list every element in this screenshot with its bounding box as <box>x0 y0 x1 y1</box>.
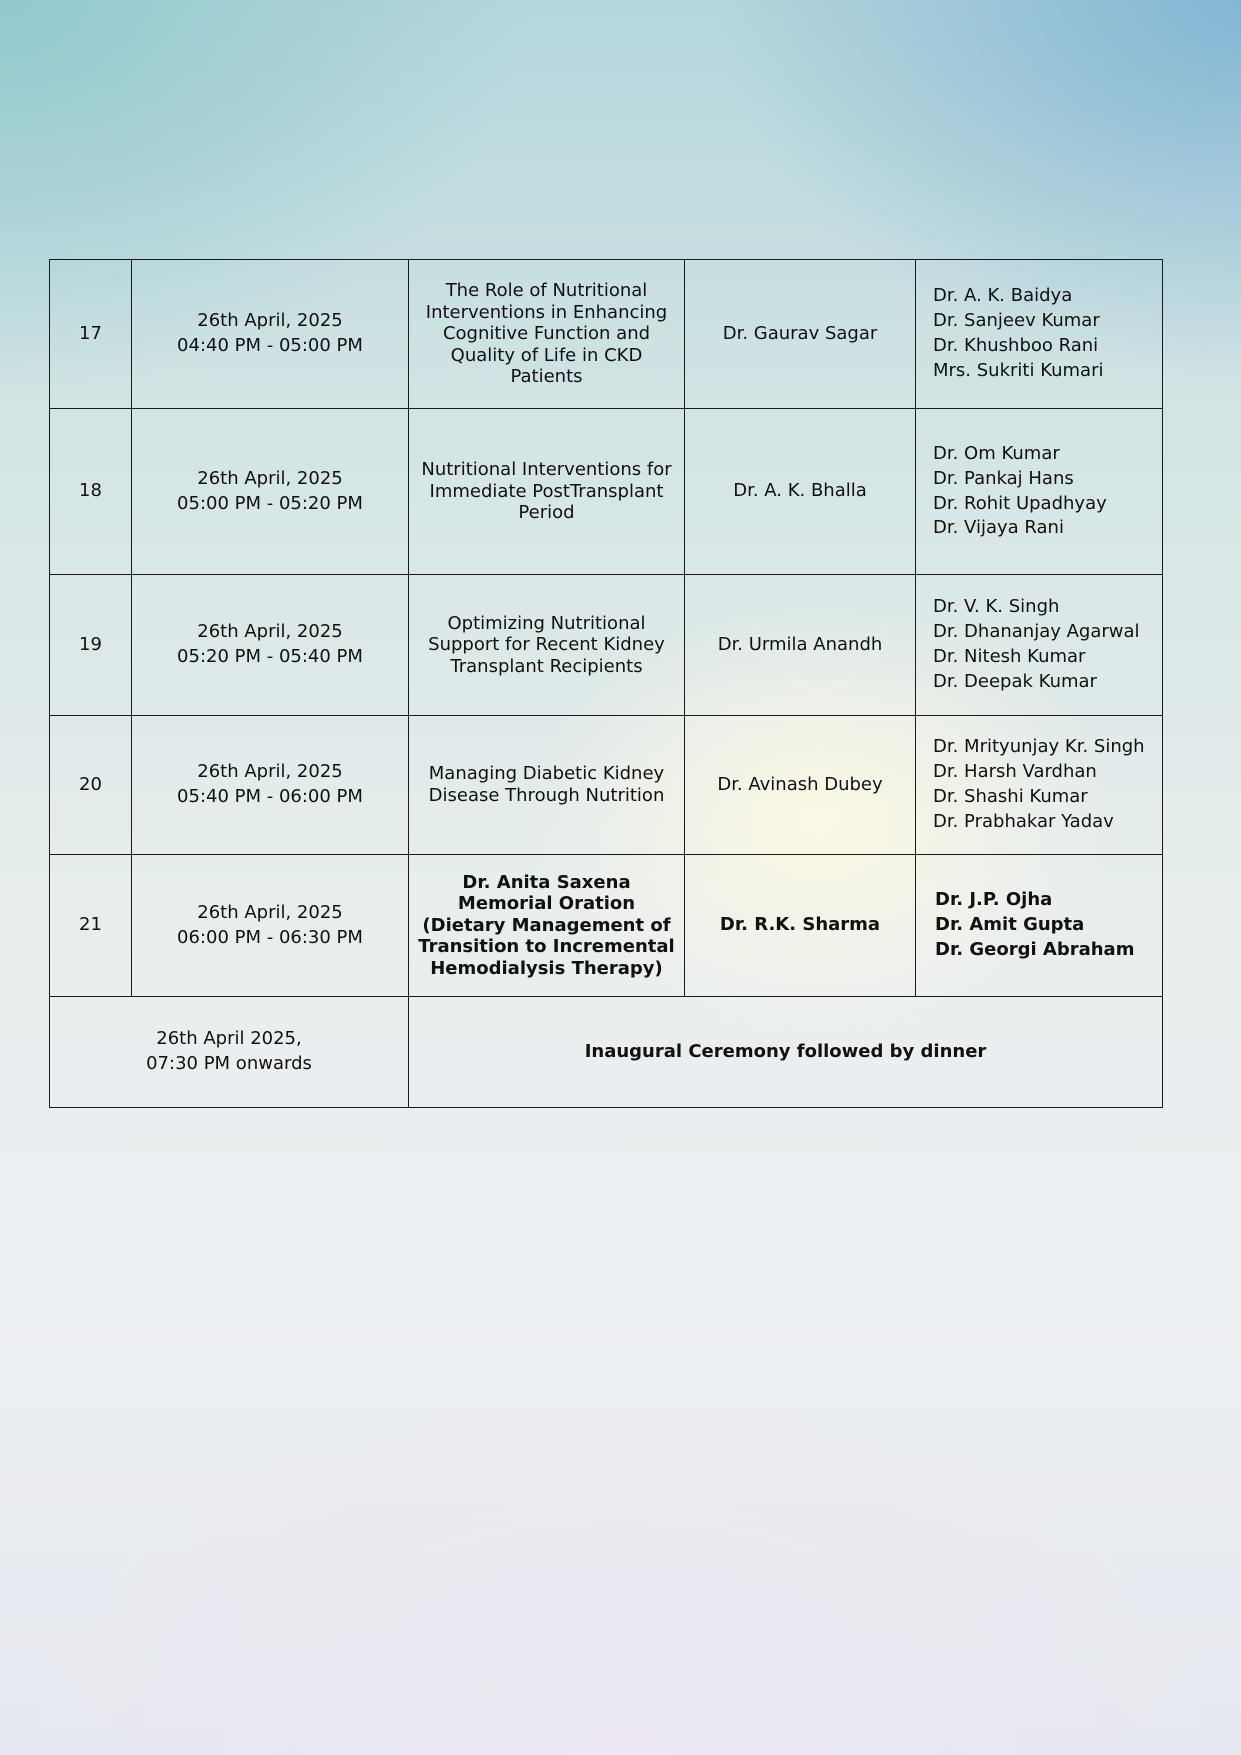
chairperson: Dr. Shashi Kumar <box>933 786 1088 807</box>
chairperson: Dr. Nitesh Kumar <box>933 646 1086 667</box>
session-time: 05:00 PM - 05:20 PM <box>177 492 363 514</box>
session-datetime <box>132 260 409 409</box>
session-row <box>50 575 1163 716</box>
session-topic: The Role of Nutritional Interventions in Enhancing Cognitive Function and Quality of Life in CKD Patients <box>409 260 685 409</box>
session-speaker: Dr. Avinash Dubey <box>685 716 916 855</box>
session-date: 26th April, 2025 <box>197 467 343 489</box>
session-datetime <box>132 409 409 575</box>
session-time: 04:40 PM - 05:00 PM <box>177 335 363 356</box>
session-number: 21 <box>50 855 132 997</box>
chairperson: Dr. Om Kumar <box>933 442 1060 464</box>
session-datetime <box>132 575 409 716</box>
chairperson: Dr. Mrityunjay Kr. Singh <box>933 736 1145 758</box>
session-time: 05:20 PM - 05:40 PM <box>177 646 363 667</box>
session-datetime <box>132 716 409 855</box>
session-speaker: Dr. A. K. Bhalla <box>685 409 916 575</box>
session-time: 06:00 PM - 06:30 PM <box>177 926 363 948</box>
session-speaker: Dr. Gaurav Sagar <box>685 260 916 409</box>
session-number: 18 <box>50 409 132 575</box>
session-row <box>50 855 1163 997</box>
session-time: 05:40 PM - 06:00 PM <box>177 786 363 807</box>
closing-datetime <box>50 997 409 1108</box>
session-number: 19 <box>50 575 132 716</box>
chairperson: Dr. J.P. Ojha <box>935 889 1053 911</box>
chairperson: Dr. Harsh Vardhan <box>933 761 1097 783</box>
session-date: 26th April, 2025 <box>197 901 343 923</box>
session-row <box>50 716 1163 855</box>
chairperson: Dr. Georgi Abraham <box>935 938 1135 960</box>
chairperson: Dr. Rohit Upadhyay <box>933 492 1107 514</box>
session-date: 26th April, 2025 <box>197 761 343 783</box>
session-topic: Optimizing Nutritional Support for Recent Kidney Transplant Recipients <box>409 575 685 716</box>
session-speaker: Dr. R.K. Sharma <box>685 855 916 997</box>
session-chairpersons <box>916 575 1163 716</box>
chairperson: Dr. Prabhakar Yadav <box>933 810 1114 832</box>
session-topic: Dr. Anita Saxena Memorial Oration (Dietary Management of Transition to Incremental Hemodialysis Therapy) <box>409 855 685 997</box>
session-topic: Managing Diabetic Kidney Disease Through Nutrition <box>409 716 685 855</box>
session-row <box>50 409 1163 575</box>
session-number: 20 <box>50 716 132 855</box>
chairperson: Dr. Vijaya Rani <box>933 517 1064 539</box>
chairperson: Dr. Khushboo Rani <box>933 335 1099 356</box>
session-topic: Nutritional Interventions for Immediate PostTransplant Period <box>409 409 685 575</box>
session-date: 26th April, 2025 <box>197 310 343 332</box>
session-date: 26th April, 2025 <box>197 621 343 643</box>
session-datetime <box>132 855 409 997</box>
chairperson: Dr. V. K. Singh <box>933 596 1060 618</box>
chairperson: Dr. Deepak Kumar <box>933 670 1097 692</box>
closing-description: Inaugural Ceremony followed by dinner <box>409 997 1163 1108</box>
chairperson: Dr. Pankaj Hans <box>933 467 1074 489</box>
closing-time: 07:30 PM onwards <box>146 1053 312 1074</box>
chairperson: Dr. Amit Gupta <box>935 914 1085 936</box>
closing-row <box>50 997 1163 1108</box>
chairperson: Mrs. Sukriti Kumari <box>933 359 1104 381</box>
chairperson: Dr. Dhananjay Agarwal <box>933 621 1140 643</box>
chairperson: Dr. Sanjeev Kumar <box>933 310 1100 332</box>
chairperson: Dr. A. K. Baidya <box>933 285 1073 307</box>
session-chairpersons <box>916 855 1163 997</box>
session-chairpersons <box>916 716 1163 855</box>
session-speaker: Dr. Urmila Anandh <box>685 575 916 716</box>
closing-date: 26th April 2025, <box>156 1028 302 1050</box>
session-number: 17 <box>50 260 132 409</box>
session-row <box>50 260 1163 409</box>
schedule-table <box>49 259 1163 1108</box>
session-chairpersons <box>916 260 1163 409</box>
session-chairpersons <box>916 409 1163 575</box>
